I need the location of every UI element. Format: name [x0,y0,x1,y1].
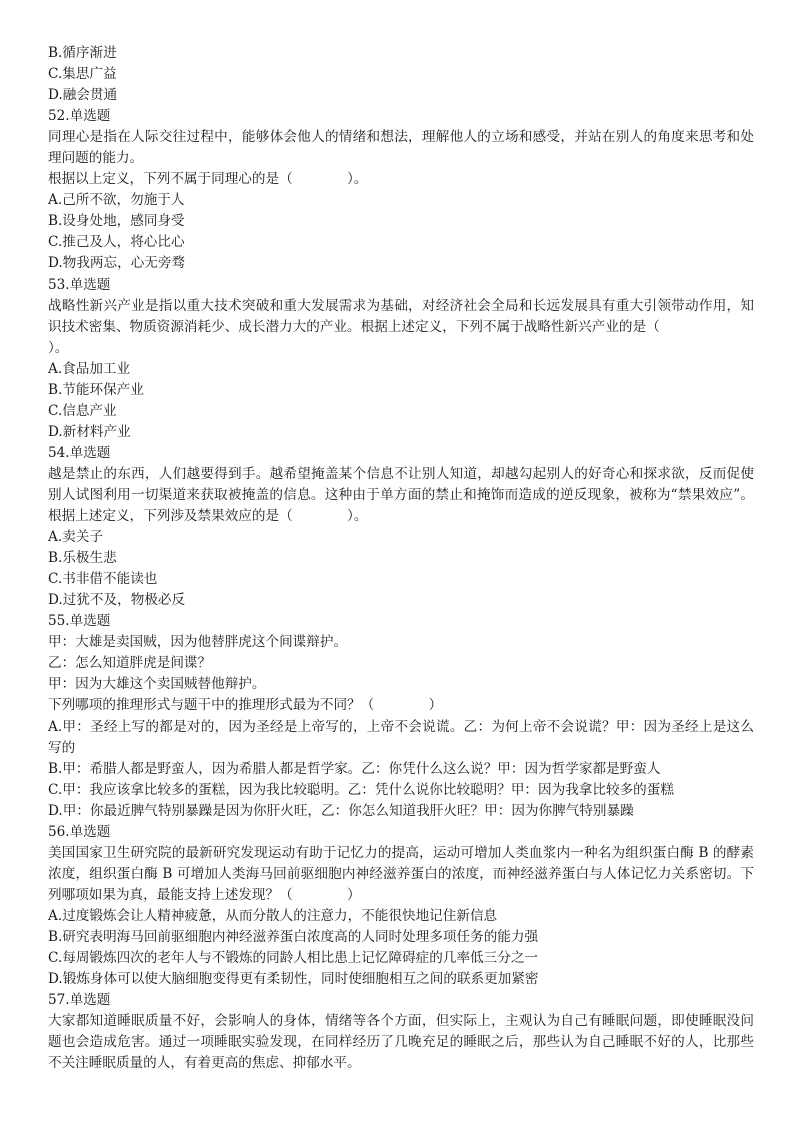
question-header: 52.单选题 [48,108,111,125]
question-stem: 越是禁止的东西，人们越要得到手。越希望掩盖某个信息不让别人知道，却越勾起别人的好奇心和探求欲，反而促使别人试图利用一切渠道来获取被掩盖的信息。这种由于单方面的禁止和掩饰而造成的逆反现象，被称为“禁果效应”。根据上述定义，下列涉及禁果效应的是（ ）。 [48,465,754,525]
option-c: C.信息产业 [48,402,117,419]
option-a: A.食品加工业 [48,360,131,377]
dialogue-line: 乙：怎么知道胖虎是间谍？ [48,655,212,672]
question-header: 53.单选题 [48,276,111,293]
question-stem: 战略性新兴产业是指以重大技术突破和重大发展需求为基础，对经济社会全局和长远发展具有重大引领带动作用，知识技术密集、物质资源消耗少、成长潜力大的产业。根据上述定义，下列不属于战略性新兴产业的是（ [48,297,754,335]
question-header: 54.单选题 [48,444,111,461]
option-c: C.甲：我应该拿比较多的蛋糕，因为我比较聪明。乙：凭什么说你比较聪明？甲：因为我拿比较多的蛋糕 [48,781,674,798]
option-d: D.锻炼身体可以使大脑细胞变得更有柔韧性，同时使细胞相互之间的联系更加紧密 [48,971,539,988]
option-b: B.甲：希腊人都是野蛮人，因为希腊人都是哲学家。乙：你凭什么这么说？甲：因为哲学家都是野蛮人 [48,760,661,777]
question-stem-end: ）。 [48,339,69,356]
option-b: B.节能环保产业 [48,381,144,398]
option-c: C.集思广益 [48,66,117,83]
option-a: A.己所不欲，勿施于人 [48,192,185,209]
question-header: 57.单选题 [48,992,111,1009]
option-d: D.新材料产业 [48,423,131,440]
question-prompt: 下列哪项的推理形式与题干中的推理形式最为不同？（ ） [48,697,443,714]
option-a: A.甲：圣经上写的都是对的，因为圣经是上帝写的，上帝不会说谎。乙：为何上帝不会说谎？甲：因为圣经上是这么写的 [48,718,754,756]
question-stem: 美国国家卫生研究院的最新研究发现运动有助于记忆力的提高，运动可增加人类血浆内一种名为组织蛋白酶 B 的酵素浓度，组织蛋白酶 B 可增加人类海马回前驱细胞内神经滋养蛋白的浓度，而神经滋养蛋白与人体记忆力关系密切。下列哪项如果为真，最能支持上述发现？（ ） [48,844,754,903]
option-d: D.物我两忘，心无旁骛 [48,255,186,272]
option-d: D.融会贯通 [48,87,118,104]
question-prompt: 根据以上定义，下列不属于同理心的是（ ）。 [48,171,368,188]
question-header: 56.单选题 [48,823,111,840]
option-d: D.甲：你最近脾气特别暴躁是因为你肝火旺，乙：你怎么知道我肝火旺？甲：因为你脾气特别暴躁 [48,802,634,819]
option-b: B.循序渐进 [48,45,117,61]
dialogue-line: 甲：因为大雄这个卖国贼替他辩护。 [48,676,266,693]
option-a: A.过度锻炼会让人精神疲惫，从而分散人的注意力，不能很快地记住新信息 [48,907,498,924]
option-c: C.每周锻炼四次的老年人与不锻炼的同龄人相比患上记忆障碍症的几率低三分之一 [48,950,539,967]
exam-document [48,43,754,1074]
option-b: B.乐极生悲 [48,550,117,567]
option-b: B.研究表明海马回前驱细胞内神经滋养蛋白浓度高的人同时处理多项任务的能力强 [48,928,539,945]
question-stem: 同理心是指在人际交往过程中，能够体会他人的情绪和想法，理解他人的立场和感受，并站在别人的角度来思考和处理问题的能力。 [48,129,754,167]
question-stem: 大家都知道睡眠质量不好，会影响人的身体，情绪等各个方面，但实际上，主观认为自己有睡眠问题，即使睡眠没问题也会造成危害。通过一项睡眠实验发现，在同样经历了几晚充足的睡眠之后，那些认为自己睡眠不好的人，比那些不关注睡眠质量的人，有着更高的焦虑、抑郁水平。 [48,1013,754,1072]
option-a: A.卖关子 [48,529,103,546]
option-d: D.过犹不及，物极必反 [48,592,186,609]
option-c: C.推己及人，将心比心 [48,234,185,251]
option-c: C.书非借不能读也 [48,571,158,588]
question-header: 55.单选题 [48,613,111,630]
dialogue-line: 甲：大雄是卖国贼，因为他替胖虎这个间谍辩护。 [48,634,348,651]
option-b: B.设身处地，感同身受 [48,213,185,230]
